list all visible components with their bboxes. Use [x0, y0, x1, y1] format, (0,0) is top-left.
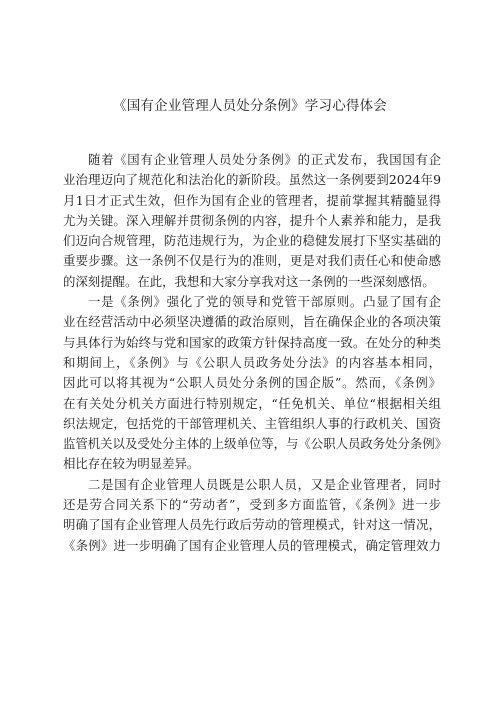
text-line: 与具体行为始终与党和国家的政策方针保持高度一致。在处分的种类	[63, 334, 441, 350]
text-line: 明确了国有企业管理人员先行政后劳动的管理模式，针对这一情况，	[63, 517, 441, 533]
text-line: 因此可以将其视为“公职人员处分条例的国企版”。然而，《条例》	[63, 375, 441, 391]
paragraph	[63, 475, 441, 556]
text-line: 和期间上，《条例》与《公职人员政务处分法》的内容基本相同，	[63, 354, 441, 370]
text-line: 还是劳合同关系下的“劳动者”，受到多方面监管，《条例》进一步	[63, 497, 441, 513]
text-line: 月1日才正式生效，但作为国有企业的管理者，提前掌握其精髓显得	[63, 192, 441, 208]
text-line: 一是《条例》强化了党的领导和党管干部原则。凸显了国有企	[88, 294, 441, 310]
paragraph	[63, 150, 441, 292]
paragraph	[63, 292, 448, 475]
document-title: 《国有企业管理人员处分条例》学习心得体会	[113, 98, 387, 114]
text-line: 《条例》进一步明确了国有企业管理人员的管理模式，确定管理效力	[63, 537, 441, 553]
text-line: 在有关处分机关方面进行特别规定，“任免机关、单位“根据相关组	[63, 395, 441, 411]
text-line: 相比存在较为明显差异。	[63, 456, 200, 472]
text-line: 织法规定，包括党的干部管理机关、主管组织人事的行政机关、国资	[63, 415, 441, 431]
document-body	[63, 150, 448, 556]
text-line: 业在经营活动中必须坚决遵循的政治原则，旨在确保企业的各项决策	[63, 314, 441, 330]
text-line: 重要步骤。这一条例不仅是行为的准则，更是对我们责任心和使命感	[63, 253, 441, 269]
text-line: 二是国有企业管理人员既是公职人员，又是企业管理者，同时	[88, 476, 441, 492]
text-line: 随着《国有企业管理人员处分条例》的正式发布，我国国有企	[88, 152, 441, 167]
text-line: 们迈向合规管理，防范违规行为，为企业的稳健发展打下坚实基础的	[63, 233, 441, 249]
text-line: 的深刻提醒。在此，我想和大家分享我对这一条例的一些深刻感悟。	[63, 273, 435, 289]
text-line: 业治理迈向了规范化和法治化的新阶段。虽然这一条例要到2024年9	[63, 172, 441, 188]
text-line: 尤为关键。深入理解并贯彻条例的内容，提升个人素养和能力，是我	[63, 212, 441, 228]
text-line: 监管机关以及受处分主体的上级单位等，与《公职人员政务处分条例》	[63, 436, 448, 452]
